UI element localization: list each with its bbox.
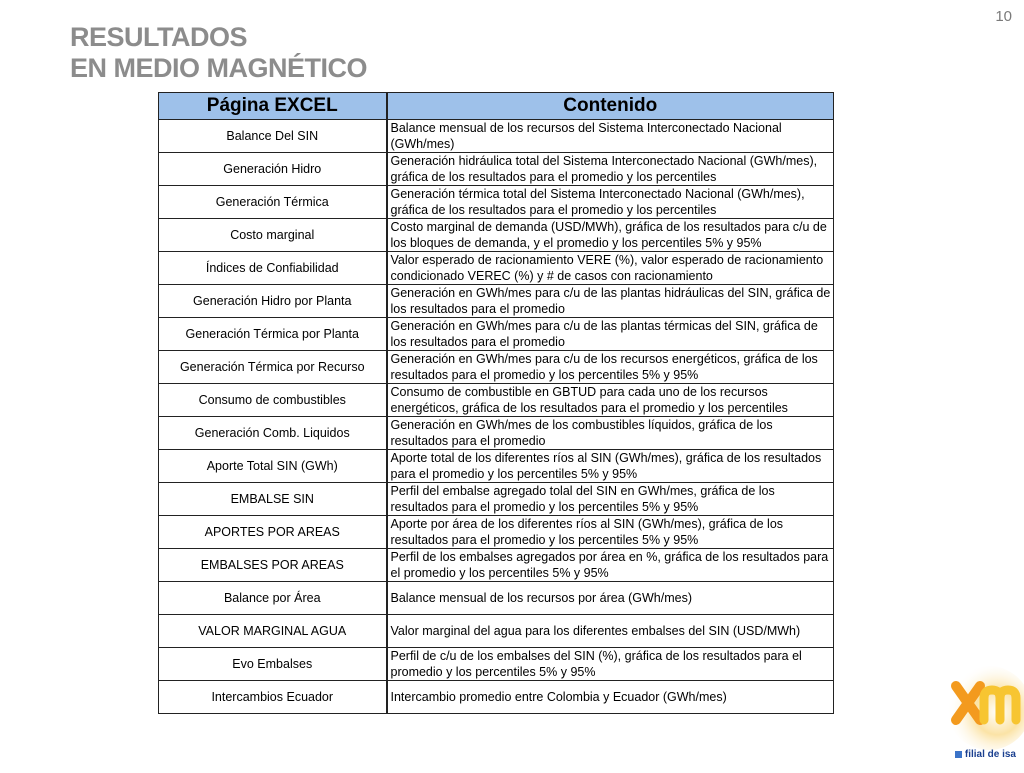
table-row [159, 252, 834, 285]
row-content: Aporte total de los diferentes ríos al SIN (GWh/mes), gráfica de los resultados para el promedio y los percentiles 5% y 95% [387, 450, 834, 483]
table-row [159, 549, 834, 582]
header-page-excel: Página EXCEL [159, 93, 387, 120]
table-row [159, 351, 834, 384]
row-content: Generación en GWh/mes para c/u de las plantas térmicas del SIN, gráfica de los resultados para el promedio [387, 318, 834, 351]
row-page-name: APORTES POR AREAS [159, 516, 387, 549]
table-header-row [159, 93, 834, 120]
table-row [159, 384, 834, 417]
table-row [159, 483, 834, 516]
title-line-2: EN MEDIO MAGNÉTICO [70, 53, 368, 83]
row-content: Generación en GWh/mes para c/u de las plantas hidráulicas del SIN, gráfica de los resultados para el promedio [387, 285, 834, 318]
logo-tagline [955, 749, 1016, 760]
logo-square-icon [955, 751, 962, 758]
xm-logo [934, 658, 1024, 768]
table-row [159, 285, 834, 318]
logo-tagline-text: filial de isa [964, 749, 1016, 760]
slide-number: 10 [995, 8, 1012, 25]
row-page-name: Consumo de combustibles [159, 384, 387, 417]
row-page-name: Evo Embalses [159, 648, 387, 681]
row-page-name: Balance por Área [159, 582, 387, 615]
row-page-name: Costo marginal [159, 219, 387, 252]
row-page-name: Índices de Confiabilidad [159, 252, 387, 285]
row-content: Valor marginal del agua para los diferentes embalses del SIN (USD/MWh) [387, 615, 834, 648]
table-row [159, 120, 834, 153]
row-content: Intercambio promedio entre Colombia y Ecuador (GWh/mes) [387, 681, 834, 714]
row-page-name: Aporte Total SIN (GWh) [159, 450, 387, 483]
row-page-name: EMBALSE SIN [159, 483, 387, 516]
header-contenido: Contenido [387, 93, 834, 120]
table-row [159, 582, 834, 615]
row-page-name: Generación Comb. Liquidos [159, 417, 387, 450]
table-row [159, 318, 834, 351]
row-page-name: Generación Térmica por Planta [159, 318, 387, 351]
row-page-name: Balance Del SIN [159, 120, 387, 153]
row-page-name: Generación Hidro [159, 153, 387, 186]
row-page-name: VALOR MARGINAL AGUA [159, 615, 387, 648]
row-content: Generación en GWh/mes de los combustibles líquidos, gráfica de los resultados para el promedio [387, 417, 834, 450]
row-content: Generación hidráulica total del Sistema Interconectado Nacional (GWh/mes), gráfica de los resultados para el promedio y los percentiles [387, 153, 834, 186]
row-page-name: Generación Hidro por Planta [159, 285, 387, 318]
row-content: Valor esperado de racionamiento VERE (%), valor esperado de racionamiento condicionado VEREC (%) y # de casos con racionamiento [387, 252, 834, 285]
row-content: Balance mensual de los recursos del Sistema Interconectado Nacional (GWh/mes) [387, 120, 834, 153]
row-content: Costo marginal de demanda (USD/MWh), gráfica de los resultados para c/u de los bloques de demanda, y el promedio y los percentiles 5% y 95% [387, 219, 834, 252]
table-row [159, 681, 834, 714]
row-page-name: Generación Térmica por Recurso [159, 351, 387, 384]
title-line-1: RESULTADOS [70, 22, 247, 52]
table-row [159, 615, 834, 648]
table-row [159, 219, 834, 252]
row-page-name: Generación Térmica [159, 186, 387, 219]
row-page-name: Intercambios Ecuador [159, 681, 387, 714]
table-row [159, 450, 834, 483]
table-body [159, 120, 834, 714]
row-content: Balance mensual de los recursos por área (GWh/mes) [387, 582, 834, 615]
results-table [158, 92, 834, 714]
table-row [159, 516, 834, 549]
row-content: Aporte por área de los diferentes ríos al SIN (GWh/mes), gráfica de los resultados para el promedio y los percentiles 5% y 95% [387, 516, 834, 549]
row-content: Perfil del embalse agregado tolal del SIN en GWh/mes, gráfica de los resultados para el promedio y los percentiles 5% y 95% [387, 483, 834, 516]
row-page-name: EMBALSES POR AREAS [159, 549, 387, 582]
row-content: Perfil de c/u de los embalses del SIN (%), gráfica de los resultados para el promedio y los percentiles 5% y 95% [387, 648, 834, 681]
table-row [159, 186, 834, 219]
table-row [159, 648, 834, 681]
table-row [159, 153, 834, 186]
slide-title [70, 22, 367, 84]
row-content: Perfil de los embalses agregados por área en %, gráfica de los resultados para el promedio y los percentiles 5% y 95% [387, 549, 834, 582]
results-table-container [158, 92, 834, 714]
table-row [159, 417, 834, 450]
row-content: Consumo de combustible en GBTUD para cada uno de los recursos energéticos, gráfica de los resultados para el promedio y los percentiles [387, 384, 834, 417]
row-content: Generación en GWh/mes para c/u de los recursos energéticos, gráfica de los resultados para el promedio y los percentiles 5% y 95% [387, 351, 834, 384]
row-content: Generación térmica total del Sistema Interconectado Nacional (GWh/mes), gráfica de los resultados para el promedio y los percentiles [387, 186, 834, 219]
